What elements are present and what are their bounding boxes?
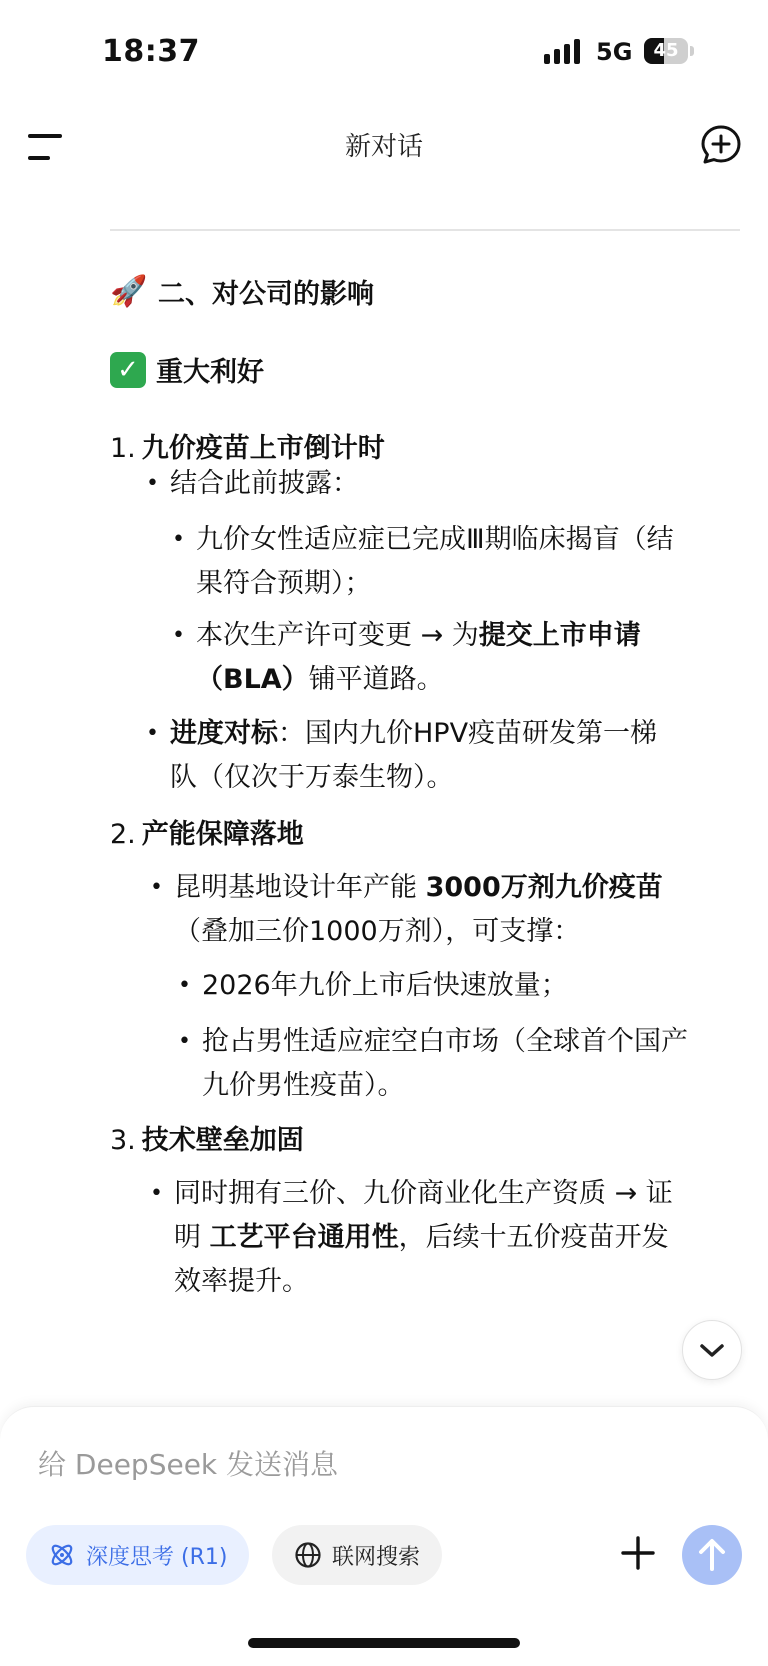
battery-percent: 45 [653, 40, 679, 61]
scroll-to-bottom-button[interactable] [682, 1320, 742, 1380]
status-bar [0, 0, 768, 100]
section-heading [110, 272, 374, 311]
nav-bar [0, 110, 768, 180]
globe-icon [294, 1541, 322, 1569]
subheading [110, 350, 264, 389]
list-item: • 同时拥有三价、九价商业化生产资质 → 证 明 工艺平台通用性，后续十五价疫苗开发 效率提升。 [174, 1172, 673, 1304]
home-indicator [248, 1638, 520, 1648]
list-item: • 抢占男性适应症空白市场（全球首个国产 九价男性疫苗）。 [202, 1020, 688, 1108]
subheading-text: 重大利好 [156, 357, 264, 388]
web-search-label: 联网搜索 [332, 1544, 421, 1570]
check-mark-icon: ✓ [110, 352, 146, 388]
send-button[interactable] [682, 1525, 742, 1585]
battery-icon [644, 38, 696, 64]
section-title: 二、对公司的影响 [158, 279, 374, 310]
cellular-signal-icon [544, 38, 580, 64]
network-type: 5G [596, 38, 633, 66]
divider [110, 229, 740, 231]
rocket-icon: 🚀 [110, 274, 148, 309]
message-input[interactable] [36, 1443, 640, 1485]
chevron-down-icon [683, 1321, 741, 1379]
status-time: 18:37 [102, 34, 200, 69]
list-item-1-title: 1. 九价疫苗上市倒计时 [110, 433, 385, 464]
list-item: • 九价女性适应症已完成Ⅲ期临床揭盲（结 果符合预期）； [196, 518, 674, 606]
list-item-3-title: 3. 技术壁垒加固 [110, 1125, 304, 1156]
atom-icon [48, 1541, 76, 1569]
list-item: • 进度对标：国内九价HPV疫苗研发第一梯 队（仅次于万泰生物）。 [170, 712, 657, 800]
composer [0, 1406, 768, 1666]
page-title: 新对话 [344, 132, 423, 162]
list-item: • 结合此前披露： [170, 462, 359, 506]
new-chat-icon[interactable] [700, 124, 742, 166]
list-item: • 本次生产许可变更 → 为提交上市申请 （BLA）铺平道路。 [196, 614, 641, 702]
web-search-toggle[interactable] [272, 1525, 442, 1585]
list-item: • 昆明基地设计年产能 3000万剂九价疫苗 （叠加三价1000万剂），可支撑： [174, 866, 663, 954]
deep-think-label: 深度思考 (R1) [86, 1544, 228, 1570]
plus-icon[interactable] [618, 1533, 658, 1573]
deep-think-toggle[interactable] [26, 1525, 249, 1585]
list-item-2-title: 2. 产能保障落地 [110, 819, 304, 850]
arrow-up-icon [682, 1525, 742, 1585]
list-item: • 2026年九价上市后快速放量； [202, 964, 568, 1008]
